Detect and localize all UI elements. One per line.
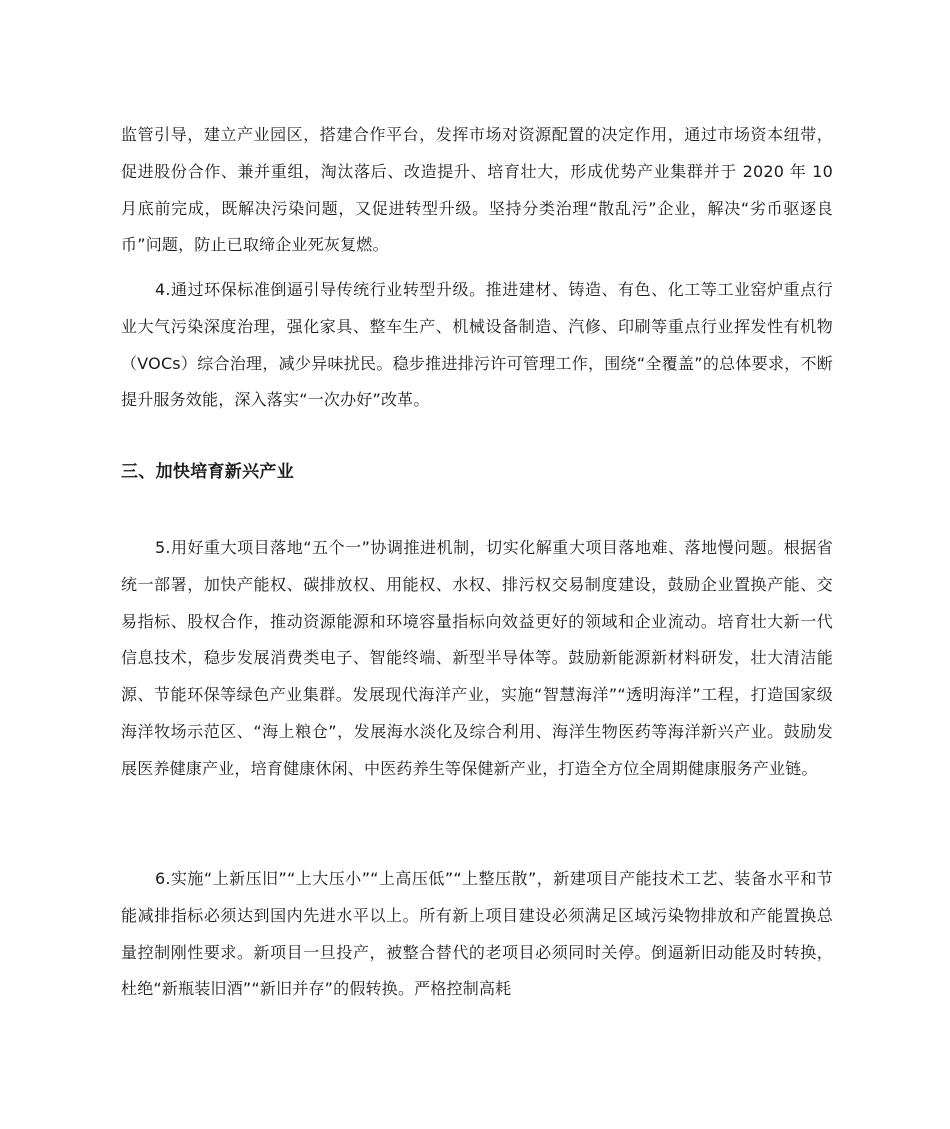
paragraph-item-4: 4.通过环保标准倒逼引导传统行业转型升级。推进建材、铸造、有色、化工等工业窑炉重点行业大气污染深度治理，强化家具、整车生产、机械设备制造、汽修、印刷等重点行业挥发性有机物（VOCs）综合治理，减少异味扰民。稳步推进排污许可管理工作，围绕“全覆盖”的总体要求，不断提升服务效能，深入落实“一次办好”改革。: [121, 280, 833, 410]
paragraph-continuation: 监管引导，建立产业园区，搭建合作平台，发挥市场对资源配置的决定作用，通过市场资本纽带，促进股份合作、兼并重组，淘汰落后、改造提升、培育壮大，形成优势产业集群并于 2020 年 10 月底前完成，既解决污染问题，又促进转型升级。坚持分类治理“散乱污”企业，解决“劣币驱逐良币”问题，防止已取缔企业死灰复燃。: [121, 125, 833, 255]
paragraph-item-6: 6.实施“上新压旧”“上大压小”“上高压低”“上整压散”，新建项目产能技术工艺、装备水平和节能减排指标必须达到国内先进水平以上。所有新上项目建设必须满足区域污染物排放和产能置换总量控制刚性要求。新项目一旦投产，被整合替代的老项目必须同时关停。倒逼新旧动能及时转换，杜绝“新瓶装旧酒”“新旧并存”的假转换。严格控制高耗: [121, 869, 833, 999]
paragraph-item-5: 5.用好重大项目落地“五个一”协调推进机制，切实化解重大项目落地难、落地慢问题。根据省统一部署，加快产能权、碳排放权、用能权、水权、排污权交易制度建设，鼓励企业置换产能、交易指标、股权合作，推动资源能源和环境容量指标向效益更好的领域和企业流动。培育壮大新一代信息技术，稳步发展消费类电子、智能终端、新型半导体等。鼓励新能源新材料研发，壮大清洁能源、节能环保等绿色产业集群。发展现代海洋产业，实施“智慧海洋”“透明海洋”工程，打造国家级海洋牧场示范区、“海上粮仓”，发展海水淡化及综合利用、海洋生物医药等海洋新兴产业。鼓励发展医养健康产业，培育健康休闲、中医药养生等保健新产业，打造全方位全周期健康服务产业链。: [121, 538, 833, 778]
section-heading-3: 三、加快培育新兴产业: [121, 462, 294, 482]
